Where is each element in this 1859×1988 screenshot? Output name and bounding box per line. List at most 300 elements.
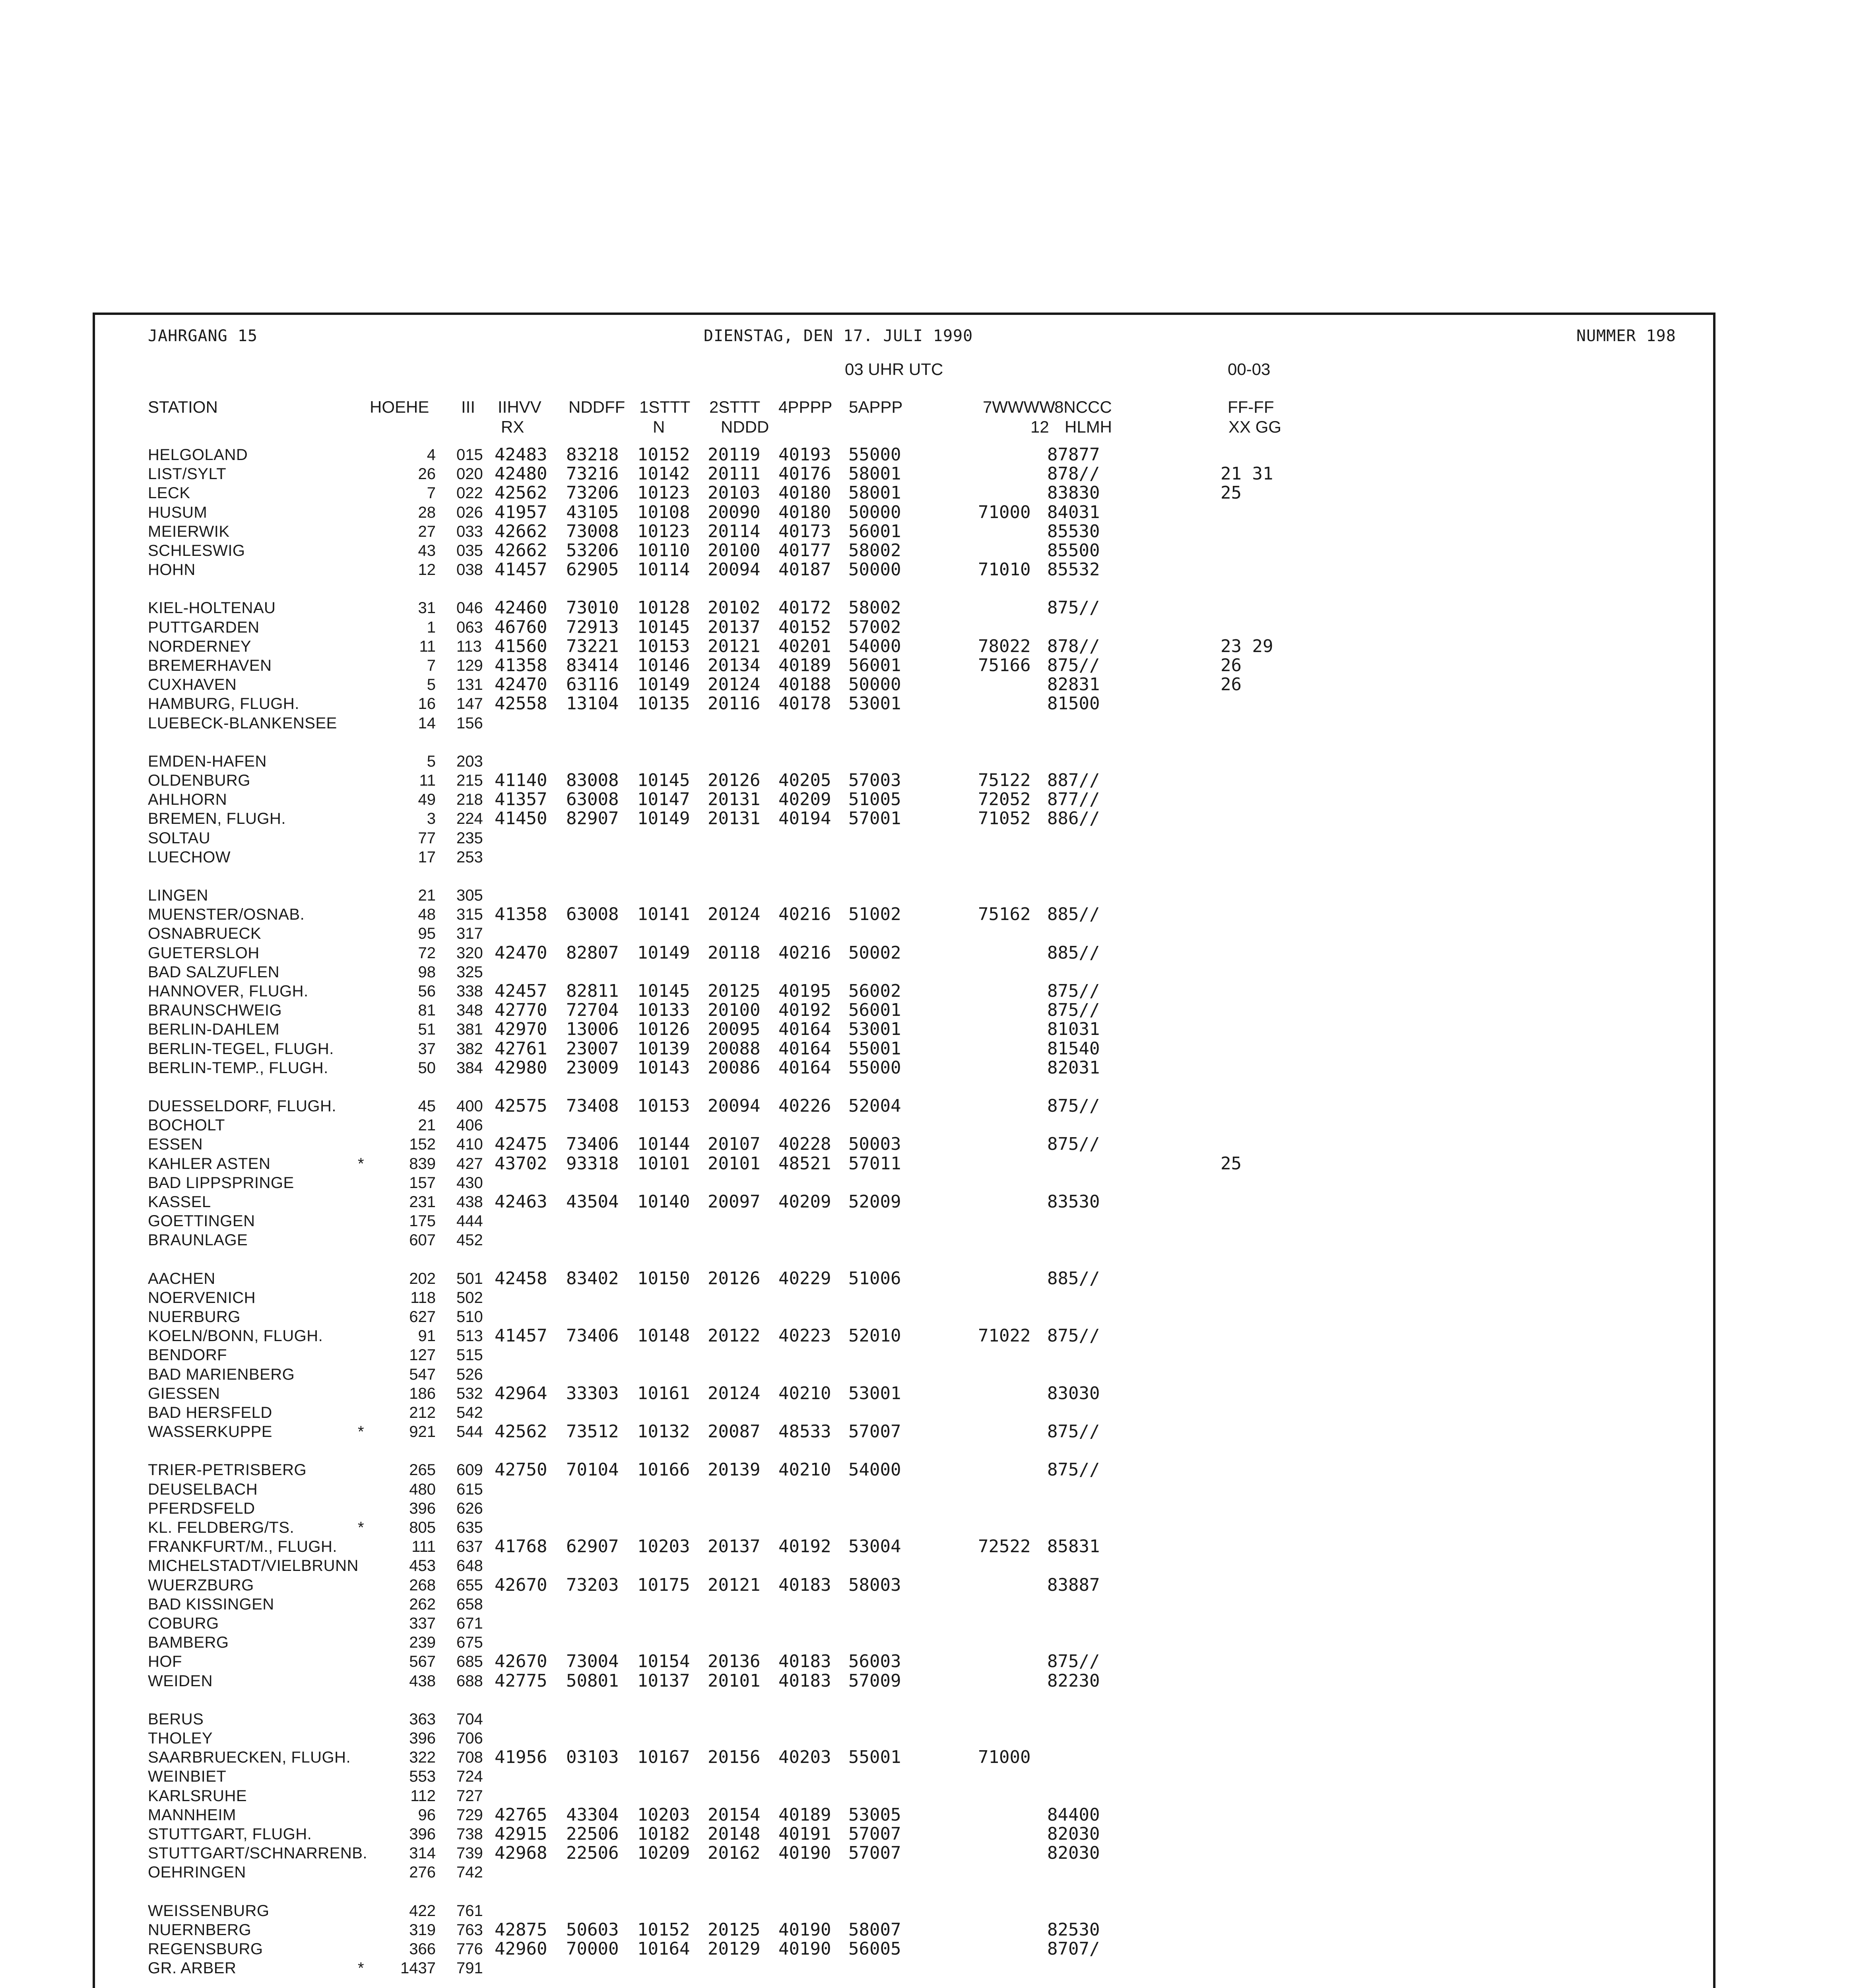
station-height: 17 <box>418 848 436 866</box>
value-4pppp: 40190 <box>778 1939 831 1959</box>
station-height: 4 <box>427 446 436 464</box>
value-1sttt: 10175 <box>637 1575 690 1595</box>
value-5appp: 55000 <box>848 1058 901 1078</box>
value-1sttt: 10135 <box>637 693 690 714</box>
value-8nccc: 82031 <box>1047 1058 1100 1078</box>
value-nddff: 43105 <box>566 502 619 522</box>
station-height: 265 <box>409 1461 436 1479</box>
station-id: 020 <box>456 465 483 483</box>
value-2sttt: 20156 <box>708 1747 761 1767</box>
station-id: 688 <box>456 1672 483 1690</box>
station-id: 384 <box>456 1059 483 1077</box>
value-8nccc: 82030 <box>1047 1843 1100 1863</box>
value-8nccc: 82831 <box>1047 674 1100 695</box>
mountain-marker: * <box>358 1959 364 1977</box>
station-id: 410 <box>456 1136 483 1153</box>
table-row <box>0 522 1859 541</box>
table-row <box>0 1652 1859 1671</box>
station-name: KASSEL <box>148 1193 211 1211</box>
station-height: 422 <box>409 1902 436 1920</box>
value-8nccc: 885// <box>1047 943 1100 963</box>
value-4pppp: 40188 <box>778 674 831 695</box>
value-8nccc: 875// <box>1047 1421 1100 1442</box>
station-id: 320 <box>456 944 483 962</box>
value-2sttt: 20137 <box>708 617 761 637</box>
table-row <box>0 560 1859 579</box>
table-row <box>0 675 1859 694</box>
value-1sttt: 10145 <box>637 770 690 790</box>
col-1sttt: 1STTT <box>639 398 691 416</box>
value-1sttt: 10145 <box>637 981 690 1001</box>
value-hvv: 42915 <box>495 1824 547 1844</box>
table-row <box>0 1039 1859 1058</box>
value-5appp: 50002 <box>848 943 901 963</box>
value-nddff: 83218 <box>566 445 619 465</box>
station-name: NUERNBERG <box>148 1921 252 1939</box>
value-7wwww: 71000 <box>978 1747 1031 1767</box>
col-ff: FF-FF <box>1228 398 1274 416</box>
value-5appp: 58007 <box>848 1920 901 1940</box>
value-ff: 25 <box>1221 1153 1242 1174</box>
value-5appp: 52010 <box>848 1326 901 1346</box>
value-2sttt: 20107 <box>708 1134 761 1154</box>
value-nddff: 73010 <box>566 598 619 618</box>
value-hvv: 42662 <box>495 521 547 542</box>
station-id: 129 <box>456 657 483 674</box>
value-2sttt: 20100 <box>708 540 761 561</box>
value-8nccc: 85831 <box>1047 1536 1100 1557</box>
value-1sttt: 10161 <box>637 1383 690 1404</box>
station-id: 615 <box>456 1481 483 1498</box>
value-4pppp: 40216 <box>778 904 831 924</box>
value-2sttt: 20097 <box>708 1192 761 1212</box>
time-label: 03 UHR UTC <box>845 360 943 379</box>
value-1sttt: 10147 <box>637 789 690 810</box>
value-hvv: 42470 <box>495 674 547 695</box>
value-2sttt: 20121 <box>708 636 761 656</box>
station-name: KIEL-HOLTENAU <box>148 599 276 617</box>
table-row <box>0 1269 1859 1288</box>
header-volume: JAHRGANG 15 <box>148 327 258 345</box>
period-label: 00-03 <box>1228 360 1271 379</box>
value-hvv: 46760 <box>495 617 547 637</box>
value-8nccc: 83530 <box>1047 1192 1100 1212</box>
station-height: 7 <box>427 657 436 674</box>
value-nddff: 63008 <box>566 789 619 810</box>
station-id: 156 <box>456 714 483 732</box>
station-height: 212 <box>409 1404 436 1421</box>
station-id: 444 <box>456 1212 483 1230</box>
value-8nccc: 83887 <box>1047 1575 1100 1595</box>
station-id: 215 <box>456 772 483 789</box>
table-row <box>0 1460 1859 1479</box>
station-id: 635 <box>456 1519 483 1536</box>
table-row <box>0 1097 1859 1116</box>
value-2sttt: 20119 <box>708 445 761 465</box>
station-name: BREMERHAVEN <box>148 657 272 674</box>
value-nddff: 63116 <box>566 674 619 695</box>
station-height: 14 <box>418 714 436 732</box>
station-name: BERLIN-TEGEL, FLUGH. <box>148 1040 334 1058</box>
value-5appp: 57007 <box>848 1421 901 1442</box>
value-4pppp: 40183 <box>778 1651 831 1672</box>
station-height: 127 <box>409 1346 436 1364</box>
value-hvv: 41358 <box>495 655 547 676</box>
station-id: 515 <box>456 1346 483 1364</box>
value-1sttt: 10110 <box>637 540 690 561</box>
value-1sttt: 10141 <box>637 904 690 924</box>
value-2sttt: 20124 <box>708 674 761 695</box>
table-row <box>0 637 1859 656</box>
col-7wwww-sub: 12 <box>1030 417 1049 436</box>
station-height: 11 <box>419 638 436 655</box>
value-7wwww: 75122 <box>978 770 1031 790</box>
table-row <box>0 1614 1859 1633</box>
value-1sttt: 10123 <box>637 521 690 542</box>
station-name: STUTTGART, FLUGH. <box>148 1825 312 1843</box>
value-hvv: 41956 <box>495 1747 547 1767</box>
station-height: 231 <box>409 1193 436 1211</box>
col-2sttt: 2STTT <box>709 398 761 416</box>
value-nddff: 73004 <box>566 1651 619 1672</box>
station-height: 49 <box>418 791 436 808</box>
value-2sttt: 20131 <box>708 789 761 810</box>
value-nddff: 23007 <box>566 1039 619 1059</box>
station-name: WEIDEN <box>148 1672 213 1690</box>
value-5appp: 54000 <box>848 636 901 656</box>
station-height: 31 <box>418 599 436 617</box>
value-2sttt: 20124 <box>708 904 761 924</box>
value-1sttt: 10152 <box>637 445 690 465</box>
station-name: THOLEY <box>148 1730 213 1747</box>
col-1sttt-sub: N <box>653 417 665 436</box>
value-nddff: 73203 <box>566 1575 619 1595</box>
station-id: 658 <box>456 1596 483 1613</box>
station-id: 544 <box>456 1423 483 1441</box>
station-name: GR. ARBER <box>148 1959 237 1977</box>
station-id: 315 <box>456 906 483 923</box>
value-4pppp: 40223 <box>778 1326 831 1346</box>
station-id: 203 <box>456 753 483 770</box>
value-8nccc: 85530 <box>1047 521 1100 542</box>
station-id: 761 <box>456 1902 483 1920</box>
station-height: 26 <box>418 465 436 483</box>
station-id: 708 <box>456 1749 483 1766</box>
table-row <box>0 1058 1859 1077</box>
station-id: 235 <box>456 829 483 847</box>
value-1sttt: 10146 <box>637 655 690 676</box>
station-name: PUTTGARDEN <box>148 619 260 636</box>
table-row <box>0 1939 1859 1959</box>
value-5appp: 53004 <box>848 1536 901 1557</box>
value-5appp: 55000 <box>848 445 901 465</box>
value-1sttt: 10154 <box>637 1651 690 1672</box>
value-nddff: 22506 <box>566 1824 619 1844</box>
station-height: 319 <box>409 1921 436 1939</box>
station-id: 675 <box>456 1634 483 1651</box>
station-name: DUESSELDORF, FLUGH. <box>148 1097 337 1115</box>
value-4pppp: 40203 <box>778 1747 831 1767</box>
value-hvv: 41768 <box>495 1536 547 1557</box>
value-8nccc: 875// <box>1047 1000 1100 1020</box>
value-4pppp: 40173 <box>778 521 831 542</box>
table-row <box>0 1729 1859 1748</box>
value-1sttt: 10153 <box>637 636 690 656</box>
header-date: DIENSTAG, DEN 17. JULI 1990 <box>704 327 973 345</box>
value-4pppp: 40152 <box>778 617 831 637</box>
col-4pppp: 4PPPP <box>778 398 832 416</box>
table-row <box>0 1518 1859 1537</box>
value-1sttt: 10126 <box>637 1019 690 1039</box>
station-id: 400 <box>456 1097 483 1115</box>
value-hvv: 42463 <box>495 1192 547 1212</box>
station-height: 27 <box>418 523 436 540</box>
station-height: 438 <box>409 1672 436 1690</box>
value-2sttt: 20101 <box>708 1671 761 1691</box>
station-height: 805 <box>409 1519 436 1536</box>
value-4pppp: 40190 <box>778 1843 831 1863</box>
station-id: 501 <box>456 1270 483 1287</box>
value-5appp: 51005 <box>848 789 901 810</box>
value-5appp: 51006 <box>848 1268 901 1289</box>
value-1sttt: 10152 <box>637 1920 690 1940</box>
station-height: 11 <box>419 772 436 789</box>
value-4pppp: 40164 <box>778 1058 831 1078</box>
value-nddff: 73512 <box>566 1421 619 1442</box>
station-height: 175 <box>409 1212 436 1230</box>
station-name: BAD LIPPSPRINGE <box>148 1174 294 1192</box>
value-nddff: 73008 <box>566 521 619 542</box>
table-row <box>0 1384 1859 1403</box>
station-id: 438 <box>456 1193 483 1211</box>
station-id: 427 <box>456 1155 483 1173</box>
value-ff: 26 <box>1221 674 1242 695</box>
station-name: GIESSEN <box>148 1385 220 1402</box>
value-5appp: 52004 <box>848 1096 901 1116</box>
value-nddff: 73206 <box>566 483 619 503</box>
value-2sttt: 20139 <box>708 1460 761 1480</box>
value-hvv: 42562 <box>495 483 547 503</box>
value-8nccc: 886// <box>1047 808 1100 829</box>
value-hvv: 42662 <box>495 540 547 561</box>
value-8nccc: 82530 <box>1047 1920 1100 1940</box>
station-name: HELGOLAND <box>148 446 248 464</box>
table-row <box>0 445 1859 464</box>
value-1sttt: 10203 <box>637 1536 690 1557</box>
col-iii: III <box>461 398 475 416</box>
mountain-marker: * <box>358 1519 364 1536</box>
table-row <box>0 1844 1859 1863</box>
value-8nccc: 875// <box>1047 598 1100 618</box>
station-id: 382 <box>456 1040 483 1058</box>
value-4pppp: 40201 <box>778 636 831 656</box>
value-nddff: 43504 <box>566 1192 619 1212</box>
station-id: 791 <box>456 1959 483 1977</box>
station-id: 452 <box>456 1231 483 1249</box>
value-8nccc: 885// <box>1047 904 1100 924</box>
station-id: 022 <box>456 484 483 502</box>
value-1sttt: 10164 <box>637 1939 690 1959</box>
station-id: 026 <box>456 504 483 521</box>
value-2sttt: 20136 <box>708 1651 761 1672</box>
value-2sttt: 20101 <box>708 1153 761 1174</box>
value-5appp: 55001 <box>848 1039 901 1059</box>
station-id: 218 <box>456 791 483 808</box>
table-row <box>0 944 1859 963</box>
value-hvv: 41140 <box>495 770 547 790</box>
value-2sttt: 20137 <box>708 1536 761 1557</box>
col-8nccc-sub: HLMH <box>1065 417 1112 436</box>
value-2sttt: 20111 <box>708 464 761 484</box>
value-nddff: 83008 <box>566 770 619 790</box>
station-name: KOELN/BONN, FLUGH. <box>148 1327 323 1345</box>
value-1sttt: 10101 <box>637 1153 690 1174</box>
value-nddff: 13104 <box>566 693 619 714</box>
station-id: 147 <box>456 695 483 712</box>
value-4pppp: 40183 <box>778 1671 831 1691</box>
value-1sttt: 10123 <box>637 483 690 503</box>
station-name: BERLIN-DAHLEM <box>148 1021 280 1038</box>
station-id: 015 <box>456 446 483 464</box>
station-name: BRAUNLAGE <box>148 1231 248 1249</box>
value-nddff: 73406 <box>566 1326 619 1346</box>
station-name: NUERBURG <box>148 1308 241 1326</box>
value-8nccc: 885// <box>1047 1268 1100 1289</box>
station-name: KAHLER ASTEN <box>148 1155 271 1173</box>
station-height: 396 <box>409 1500 436 1517</box>
table-row <box>0 598 1859 617</box>
station-height: 5 <box>427 753 436 770</box>
value-5appp: 56001 <box>848 521 901 542</box>
value-4pppp: 40190 <box>778 1920 831 1940</box>
value-2sttt: 20121 <box>708 1575 761 1595</box>
station-name: OEHRINGEN <box>148 1864 246 1881</box>
value-4pppp: 40180 <box>778 483 831 503</box>
table-row <box>0 1576 1859 1595</box>
station-height: 1437 <box>400 1959 436 1977</box>
station-height: 7 <box>427 484 436 502</box>
station-height: 43 <box>418 542 436 559</box>
station-id: 348 <box>456 1002 483 1019</box>
table-row <box>0 694 1859 713</box>
col-ff-sub: XX GG <box>1228 417 1282 436</box>
value-5appp: 53005 <box>848 1805 901 1825</box>
value-5appp: 50000 <box>848 559 901 580</box>
station-height: 3 <box>427 810 436 827</box>
value-5appp: 58002 <box>848 540 901 561</box>
value-4pppp: 40187 <box>778 559 831 580</box>
station-height: 1 <box>427 619 436 636</box>
station-name: STUTTGART/SCHNARRENB. <box>148 1844 368 1862</box>
value-7wwww: 72052 <box>978 789 1031 810</box>
col-8nccc: 8NCCC <box>1054 398 1112 416</box>
value-8nccc: 875// <box>1047 981 1100 1001</box>
value-4pppp: 40189 <box>778 655 831 676</box>
value-8nccc: 84031 <box>1047 502 1100 522</box>
station-id: 224 <box>456 810 483 827</box>
table-row <box>0 1537 1859 1556</box>
station-height: 112 <box>410 1787 436 1805</box>
table-row <box>0 1863 1859 1882</box>
col-hvv-sub: RX <box>501 417 524 436</box>
station-name: MUENSTER/OSNAB. <box>148 906 305 923</box>
value-5appp: 57009 <box>848 1671 901 1691</box>
value-7wwww: 71010 <box>978 559 1031 580</box>
value-4pppp: 40226 <box>778 1096 831 1116</box>
value-nddff: 72704 <box>566 1000 619 1020</box>
value-nddff: 13006 <box>566 1019 619 1039</box>
value-4pppp: 40172 <box>778 598 831 618</box>
station-name: AHLHORN <box>148 791 227 808</box>
value-2sttt: 20126 <box>708 1268 761 1289</box>
value-2sttt: 20125 <box>708 1920 761 1940</box>
station-id: 063 <box>456 619 483 636</box>
station-name: KL. FELDBERG/TS. <box>148 1519 295 1536</box>
value-hvv: 42670 <box>495 1651 547 1672</box>
station-name: CUXHAVEN <box>148 676 237 693</box>
station-id: 671 <box>456 1615 483 1632</box>
station-height: 262 <box>409 1596 436 1613</box>
station-id: 542 <box>456 1404 483 1421</box>
table-row <box>0 848 1859 867</box>
station-name: WASSERKUPPE <box>148 1423 272 1441</box>
value-8nccc: 875// <box>1047 1460 1100 1480</box>
value-8nccc: 8707/ <box>1047 1939 1100 1959</box>
value-nddff: 50603 <box>566 1920 619 1940</box>
value-4pppp: 40178 <box>778 693 831 714</box>
value-nddff: 43304 <box>566 1805 619 1825</box>
station-height: 81 <box>418 1002 436 1019</box>
value-hvv: 42483 <box>495 445 547 465</box>
station-name: LECK <box>148 484 190 502</box>
value-2sttt: 20148 <box>708 1824 761 1844</box>
station-id: 729 <box>456 1806 483 1824</box>
value-5appp: 56001 <box>848 655 901 676</box>
station-id: 704 <box>456 1710 483 1728</box>
value-hvv: 42775 <box>495 1671 547 1691</box>
table-row <box>0 1901 1859 1920</box>
table-row <box>0 1001 1859 1020</box>
value-hvv: 42480 <box>495 464 547 484</box>
value-nddff: 83414 <box>566 655 619 676</box>
value-hvv: 42558 <box>495 693 547 714</box>
value-hvv: 41358 <box>495 904 547 924</box>
station-name: BAD HERSFELD <box>148 1404 272 1421</box>
station-id: 776 <box>456 1940 483 1958</box>
station-name: EMDEN-HAFEN <box>148 753 267 770</box>
station-name: HANNOVER, FLUGH. <box>148 982 309 1000</box>
value-2sttt: 20131 <box>708 808 761 829</box>
value-8nccc: 81540 <box>1047 1039 1100 1059</box>
station-name: LIST/SYLT <box>148 465 227 483</box>
station-id: 648 <box>456 1557 483 1574</box>
table-row <box>0 1192 1859 1211</box>
value-8nccc: 875// <box>1047 655 1100 676</box>
table-row <box>0 1231 1859 1250</box>
station-id: 317 <box>456 925 483 942</box>
table-row <box>0 1326 1859 1345</box>
table-row <box>0 1480 1859 1499</box>
station-name: REGENSBURG <box>148 1940 263 1958</box>
station-name: MEIERWIK <box>148 523 230 540</box>
value-7wwww: 71052 <box>978 808 1031 829</box>
value-2sttt: 20154 <box>708 1805 761 1825</box>
station-height: 366 <box>409 1940 436 1958</box>
table-row <box>0 618 1859 637</box>
value-2sttt: 20087 <box>708 1421 761 1442</box>
value-nddff: 73406 <box>566 1134 619 1154</box>
station-id: 626 <box>456 1500 483 1517</box>
